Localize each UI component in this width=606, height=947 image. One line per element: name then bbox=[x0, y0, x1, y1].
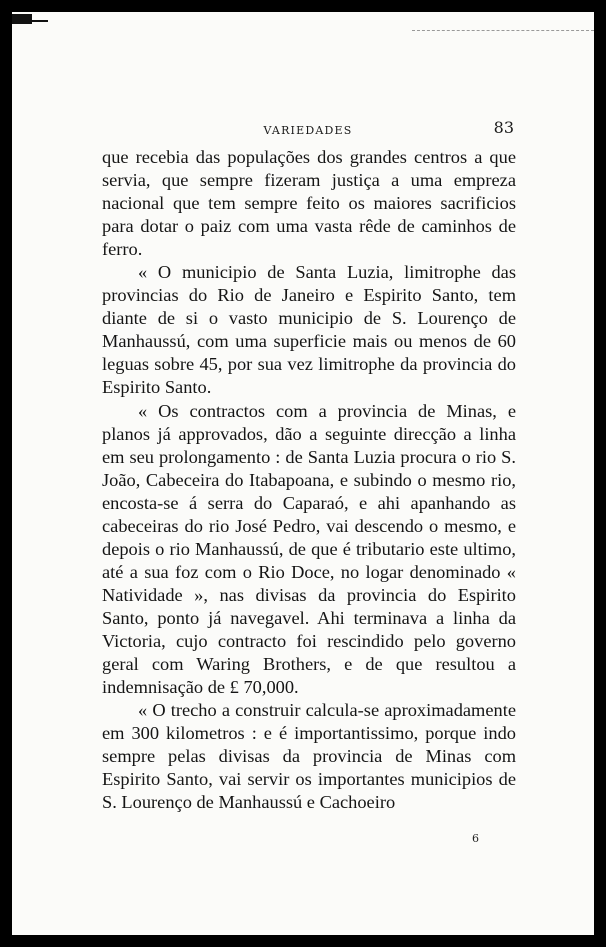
corner-smudge bbox=[12, 14, 32, 24]
page-header bbox=[102, 118, 514, 144]
body-text bbox=[102, 146, 516, 814]
signature-mark: 6 bbox=[472, 832, 479, 845]
paragraph-trecho: « O trecho a construir calcula-se aproximadamente em 300 kilometros : e é importantissimo, porque indo sempre pelas divisas da provincia de Minas com Espirito Santo, vai servir os importantes municipios de S. Lourenço de Manhaussú e Cachoeiro bbox=[102, 700, 516, 813]
paragraph-contractos: « Os contractos com a provincia de Minas, e planos já approvados, dão a seguinte direcção a linha em seu prolongamento : de Santa Luzia procura o rio S. João, Cabeceira do Itabapoana, e subindo o mesmo rio, encosta-se á serra do Caparaó, e ahi apanhando as cabeceiras do rio José Pedro, vai descendo o mesmo, e depois o rio Manhaussú, de que é tributario este ultimo, até a sua foz com o Rio Doce, no logar denominado « Natividade », nas divisas da provincia do Espirito Santo, ponto já navegavel. Ahi terminava a linha da Victoria, cujo contracto foi rescindido pelo governo geral com Waring Brothers, e de que resultou a indemnisação de £ 70,000. bbox=[102, 400, 516, 698]
page-number: 83 bbox=[493, 118, 514, 137]
running-head: VARIEDADES bbox=[263, 124, 353, 137]
paragraph-continuation: que recebia das populações dos grandes centros a que servia, que sempre fizeram justiça a uma empreza nacional que tem sempre feito os maiores sacrificios para dotar o paiz com uma vasta rêde de caminhos de ferro. bbox=[102, 147, 516, 260]
top-edge-rule bbox=[412, 30, 594, 31]
paragraph-santa-luzia: « O municipio de Santa Luzia, limitrophe das provincias do Rio de Janeiro e Espirito Santo, tem diante de si o vasto municipio de S. Lourenço de Manhaussú, com uma superficie mais ou menos de 60 leguas sobre 45, por sua vez limitrophe da provincia do Espirito Santo. bbox=[102, 262, 516, 398]
book-page bbox=[12, 12, 594, 935]
